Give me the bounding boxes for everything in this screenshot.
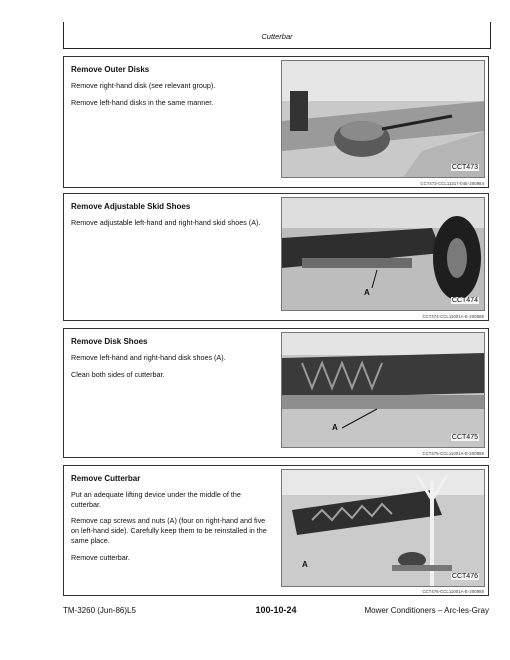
photo-code: CCT476-CCL11001A-E-200886 — [422, 589, 484, 594]
photo-code: CCT475-CCL11001A-E-200886 — [422, 451, 484, 456]
section-title: Remove Adjustable Skid Shoes — [71, 202, 191, 211]
footer-product: Mower Conditioners – Arc-les-Gray — [364, 606, 489, 615]
section-body — [71, 81, 271, 114]
photo-reference: CCT474 — [451, 297, 478, 304]
page-header — [63, 22, 491, 49]
instruction: Put an adequate lifting device under the middle of the cutterbar. — [71, 490, 241, 509]
photo-reference: CCT475 — [451, 434, 478, 441]
footer-manual-id: TM-3260 (Jun-86)L5 — [63, 606, 136, 615]
instruction: Clean both sides of cutterbar. — [71, 369, 165, 379]
callout-label: A — [332, 423, 338, 432]
photo-image — [282, 61, 485, 178]
header-title: Cutterbar — [261, 32, 293, 41]
section-body — [71, 353, 271, 386]
callout-label: A — [302, 560, 308, 569]
callout-label: A — [364, 288, 370, 297]
photo-image — [282, 333, 485, 448]
section-body — [71, 218, 271, 235]
instruction: Remove adjustable left-hand and right-hand skid shoes (A). — [71, 218, 261, 227]
photo-disk-shoes — [281, 332, 485, 448]
photo-code: CCT473-CCL11317-04E-200984 — [420, 181, 484, 186]
instruction: Remove left-hand disks in the same manner. — [71, 97, 214, 107]
photo-reference: CCT473 — [451, 164, 478, 171]
section-remove-cutterbar — [63, 465, 489, 596]
photo-skid-shoes — [281, 197, 485, 311]
section-title: Remove Cutterbar — [71, 474, 141, 483]
photo-image — [282, 470, 485, 587]
photo-cutterbar — [281, 469, 485, 587]
section-remove-skid-shoes — [63, 193, 489, 321]
photo-code: CCT474-CCL11001A-E-200886 — [422, 314, 484, 319]
photo-outer-disks — [281, 60, 485, 178]
instruction: Remove cap screws and nuts (A) (four on right-hand and five on left-hand side). Carefully keep them to be reinstalled in the same place. — [71, 516, 267, 545]
section-remove-outer-disks — [63, 56, 489, 188]
footer-page-number: 100-10-24 — [255, 605, 297, 615]
photo-reference: CCT476 — [451, 573, 478, 580]
section-title: Remove Outer Disks — [71, 65, 150, 74]
instruction: Remove left-hand and right-hand disk shoes (A). — [71, 353, 226, 362]
section-body — [71, 490, 271, 569]
instruction: Remove cutterbar. — [71, 552, 130, 562]
instruction: Remove right-hand disk (see relevant group). — [71, 81, 216, 90]
photo-image — [282, 198, 485, 311]
section-remove-disk-shoes — [63, 328, 489, 458]
section-title: Remove Disk Shoes — [71, 337, 148, 346]
